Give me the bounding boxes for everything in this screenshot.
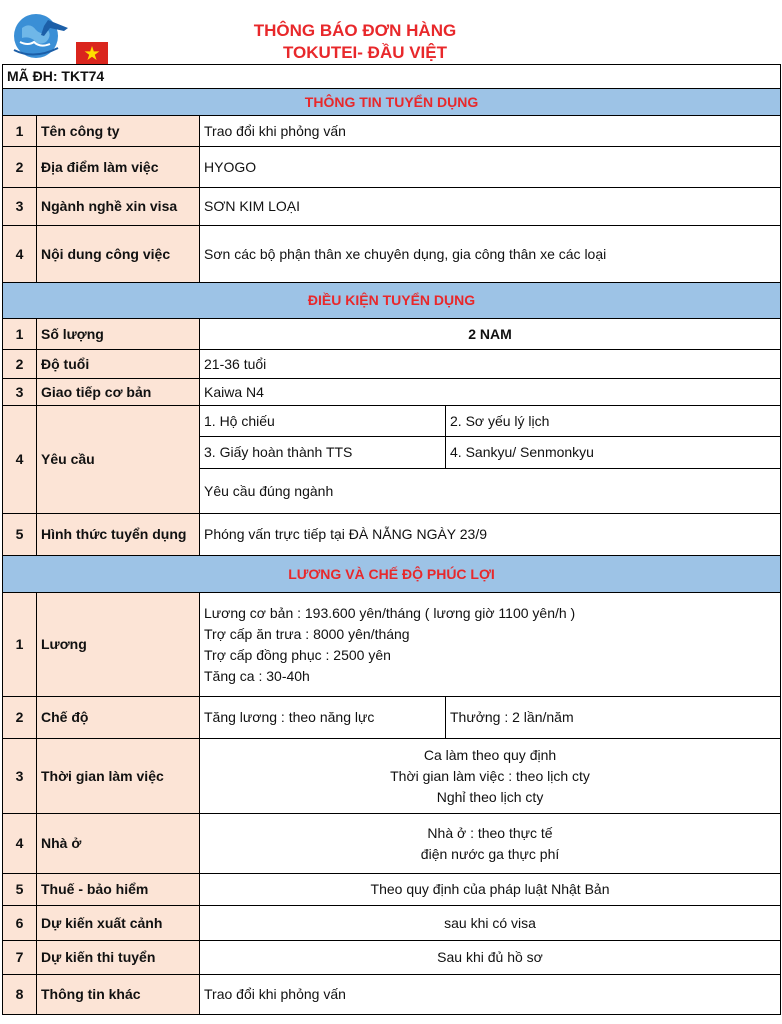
row-number: 7 [3, 941, 37, 975]
row-number: 2 [3, 147, 37, 188]
row-label: Số lượng [37, 319, 200, 350]
order-code: MÃ ĐH: TKT74 [3, 65, 781, 89]
requirement-note: Yêu cầu đúng ngành [200, 469, 781, 514]
table-row [3, 406, 781, 437]
row-value: Trao đổi khi phỏng vấn [200, 116, 781, 147]
section-title: LƯƠNG VÀ CHẾ ĐỘ PHÚC LỢI [3, 556, 781, 593]
section-header-conditions [3, 283, 781, 319]
section-header-recruitment-info [3, 89, 781, 116]
row-label: Địa điểm làm việc [37, 147, 200, 188]
row-value: Trao đổi khi phỏng vấn [200, 975, 781, 1015]
row-number: 4 [3, 406, 37, 514]
row-number: 3 [3, 188, 37, 226]
row-label: Thuế - bảo hiểm [37, 874, 200, 906]
row-value: HYOGO [200, 147, 781, 188]
row-value: Sau khi đủ hồ sơ [200, 941, 781, 975]
document-title: THÔNG BÁO ĐƠN HÀNG [253, 21, 457, 40]
row-value: SƠN KIM LOẠI [200, 188, 781, 226]
requirement-item: 1. Hộ chiếu [200, 406, 446, 437]
row-number: 5 [3, 514, 37, 556]
work-time-line: Nghỉ theo lịch cty [436, 788, 544, 805]
table-row [3, 941, 781, 975]
row-number: 2 [3, 350, 37, 379]
row-label: Nhà ở [37, 814, 200, 874]
row-number: 2 [3, 697, 37, 739]
row-label: Hình thức tuyển dụng [37, 514, 200, 556]
row-value: Theo quy định của pháp luật Nhật Bản [200, 874, 781, 906]
globe-plane-logo-icon [8, 10, 74, 60]
row-label: Thông tin khác [37, 975, 200, 1015]
section-header-benefits [3, 556, 781, 593]
row-number: 4 [3, 814, 37, 874]
work-time-details [200, 739, 781, 814]
row-label: Tên công ty [37, 116, 200, 147]
quantity-value: 2 NAM [200, 319, 781, 350]
housing-line: điện nước ga thực phí [420, 845, 560, 862]
table-row [3, 874, 781, 906]
row-number: 1 [3, 593, 37, 697]
row-label: Nội dung công việc [37, 226, 200, 283]
table-row [3, 814, 781, 874]
housing-details [200, 814, 781, 874]
work-time-line: Ca làm theo quy định [423, 746, 557, 763]
row-number: 3 [3, 379, 37, 406]
requirement-item: 4. Sankyu/ Senmonkyu [446, 437, 781, 469]
regime-value: Tăng lương : theo năng lực [200, 697, 446, 739]
housing-line: Nhà ở : theo thực tế [427, 824, 553, 841]
order-table [2, 64, 781, 1015]
row-label: Thời gian làm việc [37, 739, 200, 814]
row-label: Chế độ [37, 697, 200, 739]
row-value: 21-36 tuổi [200, 350, 781, 379]
order-code-row [3, 65, 781, 89]
salary-line: Trợ cấp đồng phục : 2500 yên [204, 646, 391, 663]
table-row [3, 697, 781, 739]
row-number: 6 [3, 906, 37, 941]
salary-line: Lương cơ bản : 193.600 yên/tháng ( lương giờ 1100 yên/h ) [204, 604, 576, 621]
row-number: 1 [3, 116, 37, 147]
row-value: Kaiwa N4 [200, 379, 781, 406]
table-row [3, 319, 781, 350]
table-row [3, 226, 781, 283]
row-label: Lương [37, 593, 200, 697]
row-number: 5 [3, 874, 37, 906]
table-row [3, 116, 781, 147]
section-title: ĐIỀU KIỆN TUYỂN DỤNG [3, 283, 781, 319]
row-number: 3 [3, 739, 37, 814]
table-row [3, 147, 781, 188]
table-row [3, 350, 781, 379]
row-value: Sơn các bộ phận thân xe chuyên dụng, gia công thân xe các loại [200, 226, 781, 283]
table-row [3, 975, 781, 1015]
row-label: Dự kiến thi tuyển [37, 941, 200, 975]
row-number: 8 [3, 975, 37, 1015]
table-row [3, 188, 781, 226]
regime-value: Thưởng : 2 lần/năm [446, 697, 781, 739]
row-number: 1 [3, 319, 37, 350]
row-label: Độ tuổi [37, 350, 200, 379]
table-row [3, 379, 781, 406]
row-label: Dự kiến xuất cảnh [37, 906, 200, 941]
row-value: sau khi có visa [200, 906, 781, 941]
row-value: Phóng vấn trực tiếp tại ĐÀ NẴNG NGÀY 23/9 [200, 514, 781, 556]
table-row [3, 906, 781, 941]
row-label: Giao tiếp cơ bản [37, 379, 200, 406]
table-row [3, 514, 781, 556]
salary-line: Trợ cấp ăn trưa : 8000 yên/tháng [204, 625, 410, 642]
salary-line: Tăng ca : 30-40h [204, 667, 310, 684]
row-label: Ngành nghề xin visa [37, 188, 200, 226]
row-number: 4 [3, 226, 37, 283]
document-header [0, 0, 782, 64]
requirement-item: 2. Sơ yếu lý lịch [446, 406, 781, 437]
section-title: THÔNG TIN TUYỂN DỤNG [3, 89, 781, 116]
table-row [3, 593, 781, 697]
work-time-line: Thời gian làm việc : theo lịch cty [390, 767, 590, 784]
requirement-item: 3. Giấy hoàn thành TTS [200, 437, 446, 469]
vietnam-flag-icon [76, 42, 108, 64]
salary-details [200, 593, 781, 697]
row-label: Yêu cầu [37, 406, 200, 514]
document-subtitle: TOKUTEI- ĐẦU VIỆT [282, 43, 448, 62]
table-row [3, 739, 781, 814]
